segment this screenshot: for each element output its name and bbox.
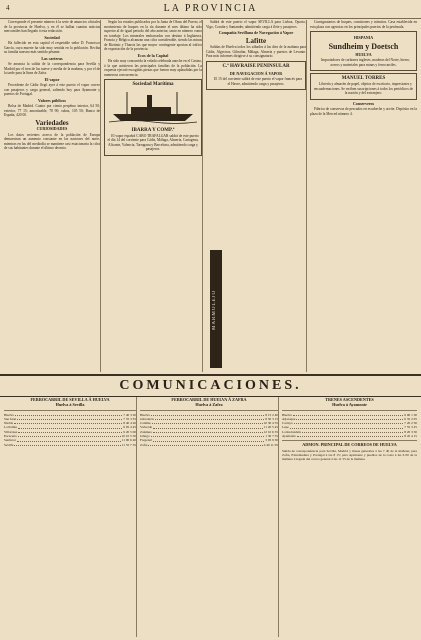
sundheim-body: Importadores de carbones ingleses, maderas del Norte, hierro, aceros y materiales para minas y ferrocarriles. xyxy=(320,58,410,67)
divider xyxy=(282,440,417,441)
timetable-row xyxy=(140,443,278,447)
leader-dots xyxy=(18,430,122,433)
leader-dots xyxy=(148,443,262,446)
station-name: Lepe xyxy=(282,425,289,430)
leader-dots xyxy=(18,434,121,437)
leader-dots xyxy=(151,413,264,416)
leader-dots xyxy=(302,430,403,433)
sundheim-title: Sundheim y Doetsch xyxy=(328,41,399,51)
departure-times: 7 40 3 20 xyxy=(123,412,136,417)
timetable-3 xyxy=(282,397,417,637)
intro-paragraph: Consignatarios de buques, comisiones y tránsitos. Casa establecida en esta plaza con agencias en los principales puertos de la península. xyxy=(310,20,417,29)
station-name: Ayamonte xyxy=(282,434,296,439)
lafitte-body: Salidas de Huelva todos los sábados á las diez de la mañana para Cádiz, Algeciras, Gibraltar, Málaga, Almería y puertos de Levante. Para más informes dirigirse á su consignatario. xyxy=(206,45,306,58)
station-name: Zafra xyxy=(140,442,148,447)
leader-dots xyxy=(14,421,122,424)
timetable-title: FERROCARRIL DE SEVILLA Á HUELVA xyxy=(30,397,110,402)
station-name: Zalamea xyxy=(140,429,152,434)
torres-title: MANUEL TORRES xyxy=(341,76,386,81)
section-body: Procedente de Cádiz llegó ayer á este puerto el vapor correo con pasajeros y carga general, saliendo hoy para Ayamonte y puertos de Portugal. xyxy=(4,83,100,96)
departure-times: 8 15 2 40 xyxy=(265,412,278,417)
departure-times: 8 45 4 15 xyxy=(404,434,417,439)
torres-advertisement xyxy=(310,73,417,100)
leader-dots xyxy=(294,421,404,424)
leader-dots xyxy=(293,413,403,416)
comunicaciones-heading: COMUNICACIONES. xyxy=(0,374,421,397)
departure-times: 7 20 2 50 xyxy=(404,421,417,426)
column-2 xyxy=(104,20,203,372)
leader-dots xyxy=(15,413,122,416)
station-name: Calañas xyxy=(140,421,151,426)
section-body: Ha fallecido en esta capital el respetable señor D. Francisco García, cuya muerte ha sido muy sentida en la población. Reciba su familia nuestro más sentido pésame. xyxy=(4,41,100,54)
curiosidades-subheading: CURIOSIDADES xyxy=(36,126,68,131)
section-body: Se anuncia la salida de la correspondencia para Sevilla y Madrid por el tren de las nueve y media de la mañana, y por el de la tarde para la línea de Zafra. xyxy=(4,62,100,75)
section-heading: Valores públicos xyxy=(38,97,66,103)
station-name: Gibraleón xyxy=(140,416,154,421)
ad-body: El vapor español CABO TRAFALGAR saldrá de este puerto el día 14 del corriente para Cádiz, Málaga, Almería, Cartagena, Alicante, Valencia, Tarragona y Barcelona, admitiendo carga y pasajeros. xyxy=(107,133,199,151)
leader-dots xyxy=(151,434,265,437)
bottle-label: MARMOLEJO xyxy=(212,289,217,331)
station-name: Sanlúcar xyxy=(4,438,16,443)
shipping-advertisement xyxy=(104,79,202,156)
departure-times: 11 00 6 40 xyxy=(121,438,136,443)
article-subheading: Ecos de la Capital xyxy=(137,52,169,58)
steamship-illustration xyxy=(109,90,197,124)
timetable-row xyxy=(4,443,136,447)
station-name: Sevilla xyxy=(4,442,14,447)
curiosidades-body: Los datos recientes acerca de la población de Europa demuestran un aumento constante en las naciones del norte, mientras en las del mediodía se mantiene casi estacionaria la cifra de sus habitantes durante el último decenio. xyxy=(4,132,100,150)
timetable-1 xyxy=(4,397,137,637)
leader-dots xyxy=(18,425,122,428)
station-name: La Redondela xyxy=(282,429,301,434)
departure-times: 4 40 11 05 xyxy=(263,442,278,447)
timetable-row xyxy=(282,434,417,438)
departure-times: 10 10 5 50 xyxy=(121,434,136,439)
intro-paragraph: Corresponde el presente número á la serie de anuncios oficiales de la provincia de Huelva, y en él se hallan cuantas noticias mercantiles han llegado á esta redacción. xyxy=(4,20,100,33)
sundheim-city: HUELVA xyxy=(355,51,372,57)
sundheim-advertisement xyxy=(310,31,417,71)
article-body-2: Ha sido muy concurrida la velada celebrada anoche en el Casino, á la que asistieron las principales familias de la población. La orquesta ejecutó escogidas piezas que fueron muy aplaudidas por la numerosa concurrencia. xyxy=(104,59,202,77)
departure-times: 8 20 3 50 xyxy=(404,429,417,434)
departure-times: 6 35 2 05 xyxy=(404,416,417,421)
leader-dots xyxy=(153,425,263,428)
article-body: Según los estados publicados por la Junta de Obras del Puerto, el movimiento de buques en la ría durante el mes último ha sido superior al de igual periodo del año anterior, tanto en número como en tonelaje. Los minerales embarcados con destino á Inglaterra, Francia y Bélgica alcanzan una cifra considerable, siendo las minas de Riotinto y Tharsis las que mayor contingente aportan al tráfico de exportación de la provincia. xyxy=(104,20,202,51)
departure-times: 10 30 4 55 xyxy=(263,421,278,426)
station-name: Valverde xyxy=(140,425,153,430)
station-name: La Palma xyxy=(4,425,17,430)
leader-dots xyxy=(14,443,120,446)
leader-dots xyxy=(290,425,404,428)
timetable-title: FERROCARRIL DE HUELVA Á ZAFRA xyxy=(171,397,247,402)
leader-dots xyxy=(17,438,121,441)
company-heading: Compañía Sevillana de Navegación á Vapor xyxy=(218,30,294,35)
section-heading: Sociedad xyxy=(44,34,60,40)
hispania-heading: HISPANIA xyxy=(353,35,374,40)
departure-times: 8 40 4 20 xyxy=(123,421,136,426)
departure-times: 11 55 7 35 xyxy=(121,442,136,447)
leader-dots xyxy=(296,417,403,420)
masthead xyxy=(0,0,421,19)
station-name: Villarrasa xyxy=(4,429,18,434)
departure-times: 8 50 3 15 xyxy=(265,416,278,421)
station-name: Niebla xyxy=(4,421,14,426)
leader-dots xyxy=(153,430,263,433)
station-name: Aljaraque xyxy=(282,416,296,421)
timetable-title: TRENES ASCENDENTES xyxy=(325,397,374,402)
newspaper-title: LA PROVINCIA xyxy=(163,3,258,14)
leader-dots xyxy=(17,417,122,420)
ad-company: IBARRA Y COMP.ª xyxy=(131,127,175,133)
departure-times: 1 30 7 55 xyxy=(265,434,278,439)
torres-body: Librería y almacén de papel, objetos de escritorio, impresiones y encuadernaciones. Se reciben suscripciones á todos los periódicos de la nación y del extranjero. xyxy=(313,82,414,95)
column-4 xyxy=(310,20,417,372)
havraise-body: El 15 del corriente saldrá de este puerto el vapor francés para el Havre, admitiendo carga y pasajeros. xyxy=(214,77,302,86)
correos-heading: ADMON. PRINCIPAL DE CORREOS DE HUELVA xyxy=(302,442,397,448)
departure-times: 6 00 1 30 xyxy=(404,412,417,417)
station-name: Huelva xyxy=(282,412,292,417)
station-name: Jabugo xyxy=(140,434,150,439)
leader-dots xyxy=(297,434,403,437)
divider xyxy=(140,410,278,411)
divider xyxy=(282,410,417,411)
timetable-subtitle: Huelva á Zafra xyxy=(195,402,223,408)
conserveros-heading: Conserveros xyxy=(352,100,375,106)
station-name: Huelva xyxy=(4,412,14,417)
section-heading: Las carteras xyxy=(41,55,63,61)
leader-dots xyxy=(152,421,263,424)
timetable-2 xyxy=(140,397,279,637)
station-name: Huelva xyxy=(140,412,150,417)
departure-times: 7 55 3 35 xyxy=(123,416,136,421)
leader-dots xyxy=(153,438,264,441)
departure-times: 9 05 4 45 xyxy=(123,425,136,430)
section-body: Bolsa de Madrid. Cuatro por ciento perpétuo interior, 64 50; exterior, 77 15; amortizable, 78 90; cubas, 105 50; Banco de España, 420 00. xyxy=(4,104,100,117)
divider xyxy=(4,410,136,411)
column-1 xyxy=(4,20,101,372)
departure-times: 7 55 3 25 xyxy=(404,425,417,430)
departure-times: 3 05 9 30 xyxy=(265,438,278,443)
departure-times: 12 10 6 35 xyxy=(263,429,278,434)
station-name: Fregenal xyxy=(140,438,152,443)
station-name: Cartaya xyxy=(282,421,293,426)
timetable-subtitle: Huelva á Ayamonte xyxy=(332,402,367,408)
correos-body: Salida de correspondencia para Sevilla, Madrid y líneas generales á las 7 40 de la mañana; para Zafra, Extremadura y Portugal á las 8 15; para Ayamonte y pueblos de la costa á las 6 00 de la mañana. Llegada del correo general á las 11 55 de la mañana. xyxy=(282,448,417,462)
departure-times: 9 20 5 00 xyxy=(123,429,136,434)
timetable-subtitle: Huelva á Sevilla xyxy=(55,402,85,408)
variedades-heading: Variedades xyxy=(35,118,69,127)
havraise-advertisement xyxy=(206,61,306,91)
lafitte-heading: Lafitte xyxy=(245,36,267,45)
conserveros-body: Fábrica de conservas de pescados en escabeche y aceite. Depósito en la plaza de la Merced número 4. xyxy=(310,107,417,116)
havraise-subtitle: DE NAVEGACION Á VAPOR xyxy=(229,70,283,76)
departure-times: 11 20 5 45 xyxy=(263,425,278,430)
havraise-title: C.ª HAVRAISE PENINSULAR xyxy=(222,63,290,69)
station-name: Escacena xyxy=(4,434,17,439)
station-name: San Juan xyxy=(4,416,17,421)
ad-title: Sociedad Marítima xyxy=(132,82,174,87)
page-number: 4 xyxy=(6,4,10,12)
leader-dots xyxy=(155,417,265,420)
article-body: Saldrá de este puerto el vapor SEVILLA para Lisboa, Oporto, Vigo, Coruña y Santander, admitiendo carga á flete y pasajeros. xyxy=(206,20,306,29)
section-heading: El vapor xyxy=(44,76,60,82)
